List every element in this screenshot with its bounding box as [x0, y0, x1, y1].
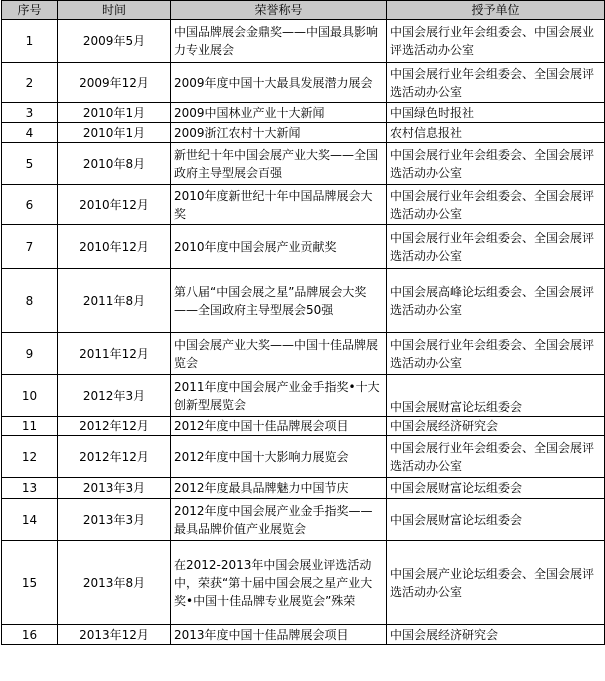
cell-date: 2011年12月 — [58, 333, 171, 375]
cell-title: 新世纪十年中国会展产业大奖——全国政府主导型展会百强 — [171, 143, 387, 185]
cell-title: 2009中国林业产业十大新闻 — [171, 103, 387, 123]
cell-no: 13 — [2, 478, 58, 499]
cell-title: 2010年度新世纪十年中国品牌展会大奖 — [171, 185, 387, 225]
cell-title: 2012年度中国会展产业金手指奖——最具品牌价值产业展览会 — [171, 499, 387, 541]
table-row — [2, 269, 605, 333]
cell-date: 2012年12月 — [58, 417, 171, 436]
cell-date: 2010年8月 — [58, 143, 171, 185]
cell-no: 11 — [2, 417, 58, 436]
cell-date: 2013年3月 — [58, 499, 171, 541]
cell-title: 2013年度中国十佳品牌展会项目 — [171, 625, 387, 645]
cell-org: 中国会展行业年会组委会、全国会展评选活动办公室 — [387, 225, 605, 269]
cell-org: 农村信息报社 — [387, 123, 605, 143]
header-date: 时间 — [58, 1, 171, 20]
table-row — [2, 20, 605, 63]
cell-title: 2012年度最具品牌魅力中国节庆 — [171, 478, 387, 499]
cell-title: 中国会展产业大奖——中国十佳品牌展览会 — [171, 333, 387, 375]
table-row — [2, 417, 605, 436]
honors-table — [1, 0, 605, 645]
cell-title: 2009年度中国十大最具发展潜力展会 — [171, 63, 387, 103]
table-row — [2, 436, 605, 478]
cell-no: 12 — [2, 436, 58, 478]
table-row — [2, 375, 605, 417]
cell-date: 2013年8月 — [58, 541, 171, 625]
cell-org: 中国绿色时报社 — [387, 103, 605, 123]
cell-title: 2012年度中国十大影响力展览会 — [171, 436, 387, 478]
header-row — [2, 1, 605, 20]
cell-no: 4 — [2, 123, 58, 143]
table-row — [2, 185, 605, 225]
table-row — [2, 225, 605, 269]
cell-org: 中国会展财富论坛组委会 — [387, 375, 605, 417]
cell-title: 在2012-2013年中国会展业评选活动中，荣获“第十届中国会展之星产业大奖•中国十佳品牌专业展览会”殊荣 — [171, 541, 387, 625]
cell-date: 2013年12月 — [58, 625, 171, 645]
cell-date: 2010年1月 — [58, 103, 171, 123]
cell-no: 7 — [2, 225, 58, 269]
cell-date: 2010年12月 — [58, 185, 171, 225]
cell-date: 2010年12月 — [58, 225, 171, 269]
cell-title: 2009浙江农村十大新闻 — [171, 123, 387, 143]
cell-no: 5 — [2, 143, 58, 185]
cell-no: 10 — [2, 375, 58, 417]
table-row — [2, 478, 605, 499]
cell-title: 中国品牌展会金鼎奖——中国最具影响力专业展会 — [171, 20, 387, 63]
cell-date: 2009年5月 — [58, 20, 171, 63]
cell-org: 中国会展行业年会组委会、全国会展评选活动办公室 — [387, 333, 605, 375]
cell-title: 2010年度中国会展产业贡献奖 — [171, 225, 387, 269]
cell-org: 中国会展经济研究会 — [387, 417, 605, 436]
cell-date: 2013年3月 — [58, 478, 171, 499]
cell-date: 2012年12月 — [58, 436, 171, 478]
table-row — [2, 123, 605, 143]
cell-no: 14 — [2, 499, 58, 541]
table-row — [2, 541, 605, 625]
cell-no: 1 — [2, 20, 58, 63]
header-org: 授予单位 — [387, 1, 605, 20]
cell-org: 中国会展行业年会组委会、全国会展评选活动办公室 — [387, 436, 605, 478]
table-row — [2, 103, 605, 123]
table-row — [2, 625, 605, 645]
cell-org: 中国会展财富论坛组委会 — [387, 478, 605, 499]
cell-org: 中国会展行业年会组委会、全国会展评选活动办公室 — [387, 143, 605, 185]
cell-no: 8 — [2, 269, 58, 333]
cell-title: 2012年度中国十佳品牌展会项目 — [171, 417, 387, 436]
table-row — [2, 499, 605, 541]
header-title: 荣誉称号 — [171, 1, 387, 20]
cell-title: 2011年度中国会展产业金手指奖•十大创新型展览会 — [171, 375, 387, 417]
cell-org: 中国会展行业年会组委会、全国会展评选活动办公室 — [387, 63, 605, 103]
cell-org: 中国会展高峰论坛组委会、全国会展评选活动办公室 — [387, 269, 605, 333]
cell-no: 15 — [2, 541, 58, 625]
cell-org: 中国会展经济研究会 — [387, 625, 605, 645]
cell-org: 中国会展行业年会组委会、中国会展业评选活动办公室 — [387, 20, 605, 63]
cell-date: 2011年8月 — [58, 269, 171, 333]
header-no: 序号 — [2, 1, 58, 20]
cell-org: 中国会展产业论坛组委会、全国会展评选活动办公室 — [387, 541, 605, 625]
table-row — [2, 143, 605, 185]
cell-date: 2009年12月 — [58, 63, 171, 103]
cell-no: 16 — [2, 625, 58, 645]
cell-no: 3 — [2, 103, 58, 123]
cell-org: 中国会展行业年会组委会、全国会展评选活动办公室 — [387, 185, 605, 225]
table-row — [2, 333, 605, 375]
cell-no: 9 — [2, 333, 58, 375]
cell-org: 中国会展财富论坛组委会 — [387, 499, 605, 541]
cell-title: 第八届“中国会展之星”品牌展会大奖——全国政府主导型展会50强 — [171, 269, 387, 333]
cell-no: 2 — [2, 63, 58, 103]
cell-no: 6 — [2, 185, 58, 225]
cell-date: 2012年3月 — [58, 375, 171, 417]
cell-date: 2010年1月 — [58, 123, 171, 143]
table-row — [2, 63, 605, 103]
